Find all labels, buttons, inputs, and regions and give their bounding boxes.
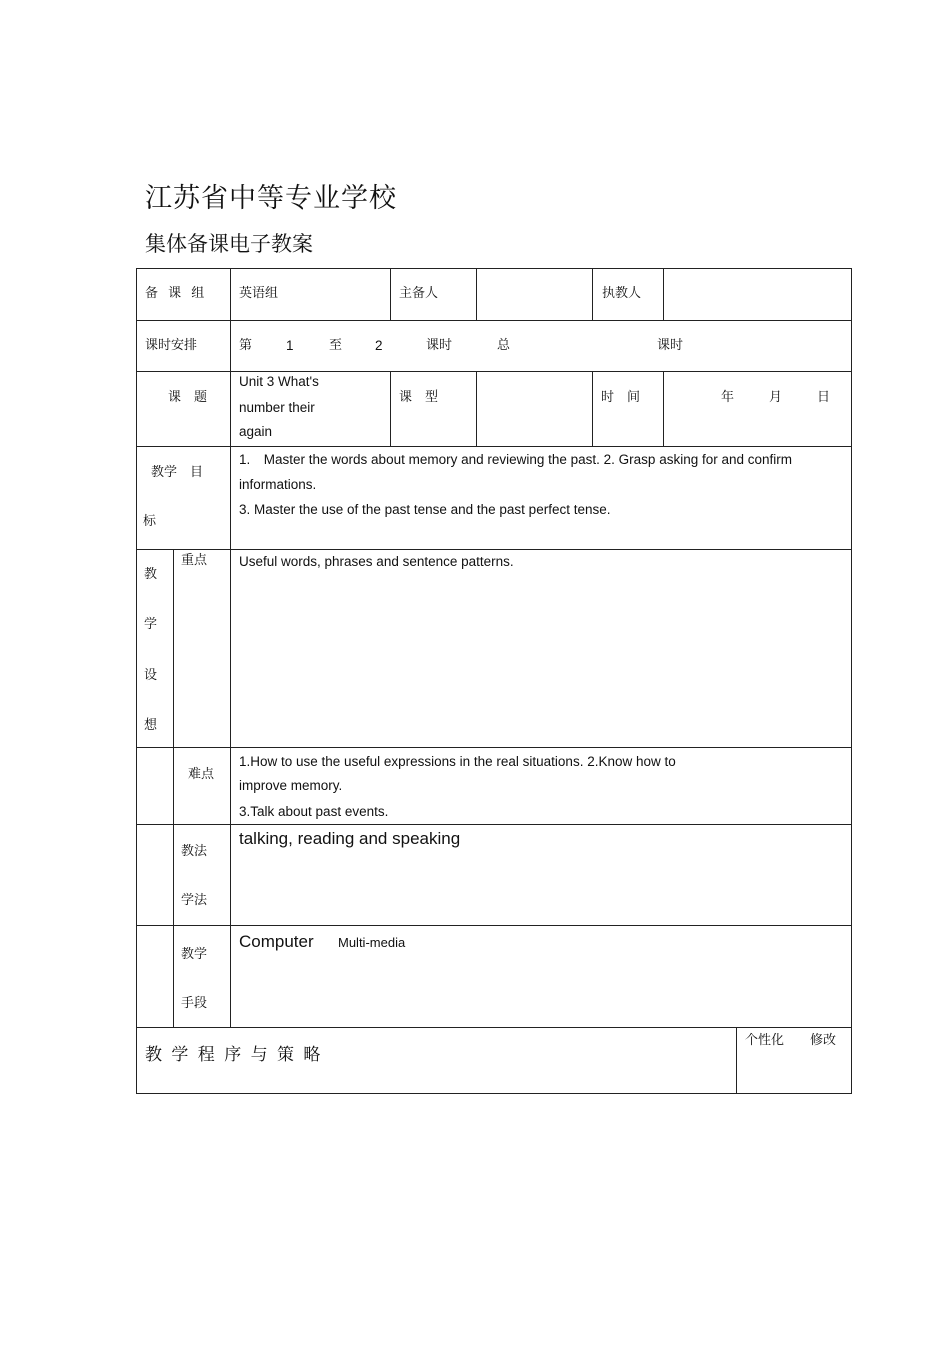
- difficult-points-label: 难点: [188, 767, 215, 782]
- table-line: [136, 747, 852, 748]
- time-label: 时 间: [601, 390, 641, 405]
- learning-method-label: 学法: [181, 893, 208, 908]
- table-line: [390, 371, 391, 446]
- prep-group-value[interactable]: 英语组: [239, 286, 279, 301]
- teacher-label: 执教人: [602, 286, 642, 301]
- means-multimedia: Multi-media: [338, 935, 406, 950]
- table-line: [136, 824, 852, 825]
- lesson-type-label: 课 型: [399, 390, 439, 405]
- difficult-line: improve memory.: [239, 778, 343, 793]
- teaching-method-label: 教法: [181, 844, 208, 859]
- difficult-line: 1.How to use the useful expressions in the real situations. 2.Know how to: [239, 754, 676, 769]
- key-points-label: 重点: [181, 553, 208, 568]
- date-month: 月: [769, 390, 783, 405]
- means-computer: Computer: [239, 932, 314, 951]
- methods-text: talking, reading and speaking: [239, 829, 461, 848]
- teaching-means-label: 教学: [181, 947, 208, 962]
- design-label-char: 学: [144, 617, 158, 632]
- period-zhi: 至: [329, 338, 343, 353]
- table-line: [663, 268, 664, 320]
- table-line: [736, 1027, 737, 1093]
- table-line: [136, 925, 852, 926]
- teaching-means-label-cont: 手段: [181, 996, 208, 1011]
- table-line: [136, 1027, 852, 1028]
- topic-line: again: [239, 424, 273, 439]
- table-line: [390, 268, 391, 320]
- table-line: [230, 268, 231, 1028]
- objective-line: 1. Master the words about memory and reviewing the past. 2. Grasp asking for and confirm: [239, 452, 793, 467]
- objective-line: 3. Master the use of the past tense and the past perfect tense.: [239, 502, 611, 517]
- table-line: [592, 268, 593, 320]
- procedure-label: 教 学 程 序 与 策 略: [145, 1045, 323, 1065]
- table-line: [476, 371, 477, 446]
- date-day: 日: [817, 390, 831, 405]
- key-points-text: Useful words, phrases and sentence patterns.: [239, 554, 514, 569]
- table-line: [592, 371, 593, 446]
- table-border-left: [136, 268, 137, 1094]
- period-keshi: 课时: [426, 338, 453, 353]
- table-line: [476, 268, 477, 320]
- table-border-bottom: [136, 1093, 852, 1094]
- period-total-keshi: 课时: [657, 338, 684, 353]
- document-title: 江苏省中等专业学校: [145, 183, 397, 214]
- table-line: [173, 549, 174, 1027]
- topic-line: Unit 3 What's: [239, 374, 319, 389]
- table-border-right: [851, 268, 852, 1094]
- period-di: 第: [239, 338, 253, 353]
- table-line: [663, 371, 664, 446]
- objective-line: informations.: [239, 477, 317, 492]
- objectives-label-cont: 标: [143, 514, 157, 529]
- design-label-char: 设: [144, 668, 158, 683]
- prep-group-label: 备 课 组: [145, 286, 205, 301]
- topic-line: number their: [239, 400, 315, 415]
- table-line: [136, 320, 852, 321]
- difficult-line: 3.Talk about past events.: [239, 804, 389, 819]
- period-to[interactable]: 2: [375, 338, 383, 353]
- table-line: [136, 446, 852, 447]
- main-preparer-label: 主备人: [399, 286, 439, 301]
- period-from[interactable]: 1: [286, 338, 294, 353]
- design-label-char: 教: [144, 567, 158, 582]
- table-border-top: [136, 268, 852, 269]
- document-subtitle: 集体备课电子教案: [145, 232, 313, 256]
- period-arrangement-label: 课时安排: [145, 338, 198, 353]
- period-total: 总: [497, 338, 511, 353]
- date-year: 年: [721, 390, 735, 405]
- personalized-label: 个性化: [745, 1033, 785, 1048]
- modify-label: 修改: [810, 1033, 837, 1048]
- topic-label: 课 题: [168, 390, 208, 405]
- objectives-label: 教学 目: [151, 465, 204, 480]
- design-label-char: 想: [144, 718, 158, 733]
